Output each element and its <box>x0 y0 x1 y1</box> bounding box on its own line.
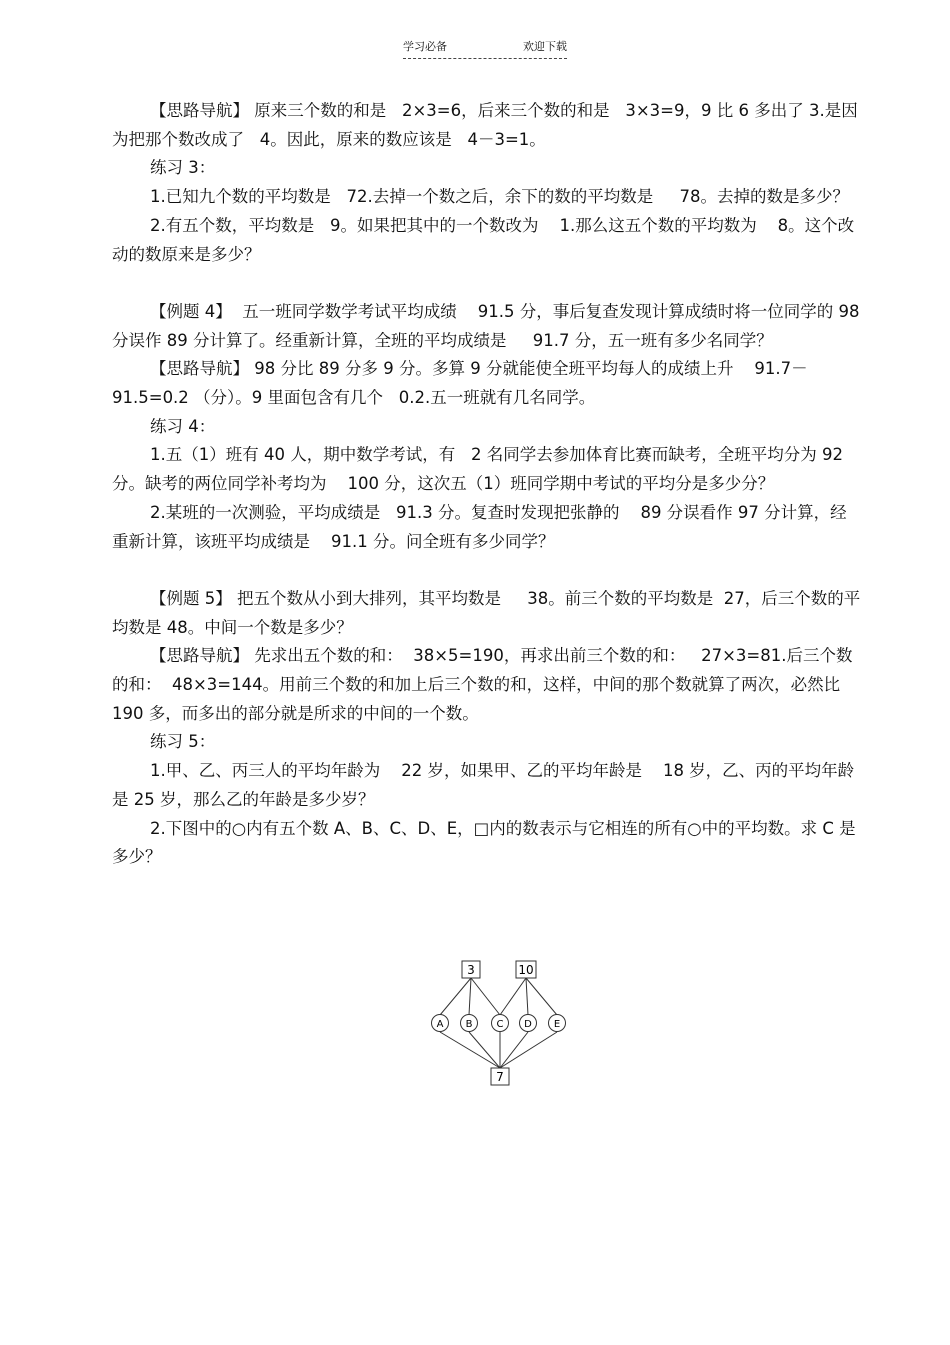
paragraph-exercise-3-2: 2.有五个数，平均数是 9。如果把其中的一个数改为 1.那么这五个数的平均数为 8。这个改动的数原来是多少？ <box>112 215 855 264</box>
paragraph-exercise-4-title: 练习 4： <box>150 416 216 436</box>
diagram-svg <box>425 958 575 1088</box>
paragraph-example-5: 【例题 5】 把五个数从小到大排列，其平均数是 38。前三个数的平均数是 27，后三个数的平均数是 48。中间一个数是多少？ <box>112 588 861 637</box>
paragraph-exercise-4-2: 2.某班的一次测验，平均成绩是 91.3 分。复查时发现把张静的 89 分误看作 97 分计算，经重新计算，该班平均成绩是 91.1 分。问全班有多少同学？ <box>112 502 847 551</box>
paragraph-exercise-4-1: 1.五（1）班有 40 人，期中数学考试，有 2 名同学去参加体育比赛而缺考，全班平均分为 92 分。缺考的两位同学补考均为 100 分，这次五（1）班同学期中考试的平均分是多少分？ <box>112 445 849 494</box>
circle-a <box>432 1015 449 1032</box>
circle-c <box>492 1015 509 1032</box>
box-label: 3 <box>467 963 475 977</box>
paragraph-exercise-5-1: 1.甲、乙、丙三人的平均年龄为 22 岁，如果甲、乙的平均年龄是 18 岁，乙、丙的平均年龄是 25 岁，那么乙的年龄是多少岁？ <box>112 761 855 809</box>
paragraph-exercise-3-title: 练习 3： <box>150 158 216 178</box>
document-body <box>112 97 865 872</box>
paragraph-solution-4: 【思路导航】 98 分比 89 分多 9 分。多算 9 分就能使全班平均每人的成绩上升 91.7－91.5=0.2 （分）。9 里面包含有几个 0.2.五一班就有几名同学。 <box>112 359 808 408</box>
header-left-text: 学习必备 <box>403 40 447 53</box>
circle-label: B <box>465 1019 473 1030</box>
circle-d <box>520 1015 537 1032</box>
spacer <box>112 269 862 298</box>
paragraph-solution-5: 【思路导航】 先求出五个数的和： 38×5=190，再求出前三个数的和： 27×3=81.后三个数的和： 48×3=144。用前三个数的和加上后三个数的和，这样，中间的那个数就算了两次，必然比 190 多，而多出的部分就是所求的中间的一个数。 <box>112 646 853 723</box>
average-diagram <box>425 958 575 1088</box>
circle-label: A <box>436 1019 444 1030</box>
box-bottom <box>491 1068 509 1085</box>
paragraph-exercise-3-1: 1.已知九个数的平均数是 72.去掉一个数之后，余下的数的平均数是 78。去掉的数是多少？ <box>150 187 849 207</box>
box-top-left <box>462 961 480 978</box>
header-right-text: 欢迎下载 <box>523 40 567 53</box>
circle-b <box>461 1015 478 1032</box>
box-label: 10 <box>518 963 534 977</box>
paragraph-exercise-5-title: 练习 5： <box>150 732 216 752</box>
circle-label: D <box>524 1019 532 1030</box>
box-top-right <box>516 961 536 978</box>
paragraph-exercise-5-2: 2.下图中的○内有五个数 A、B、C、D、E，□内的数表示与它相连的所有○中的平均数。求 C 是多少？ <box>112 818 856 867</box>
circle-label: C <box>496 1019 504 1030</box>
circle-label: E <box>553 1019 561 1030</box>
box-label: 7 <box>496 1070 504 1084</box>
paragraph-example-4: 【例题 4】 五一班同学数学考试平均成绩 91.5 分，事后复查发现计算成绩时将一位同学的 98 分误作 89 分计算了。经重新计算，全班的平均成绩是 91.7 分，五一班有多少名同学？ <box>112 301 865 350</box>
paragraph-solution-3: 【思路导航】 原来三个数的和是 2×3=6，后来三个数的和是 3×3=9，9 比 6 多出了 3.是因为把那个数改成了 4。因此，原来的数应该是 4－3=1。 <box>112 101 858 149</box>
spacer <box>112 556 862 585</box>
page-header <box>403 40 567 59</box>
circle-e <box>549 1015 566 1032</box>
